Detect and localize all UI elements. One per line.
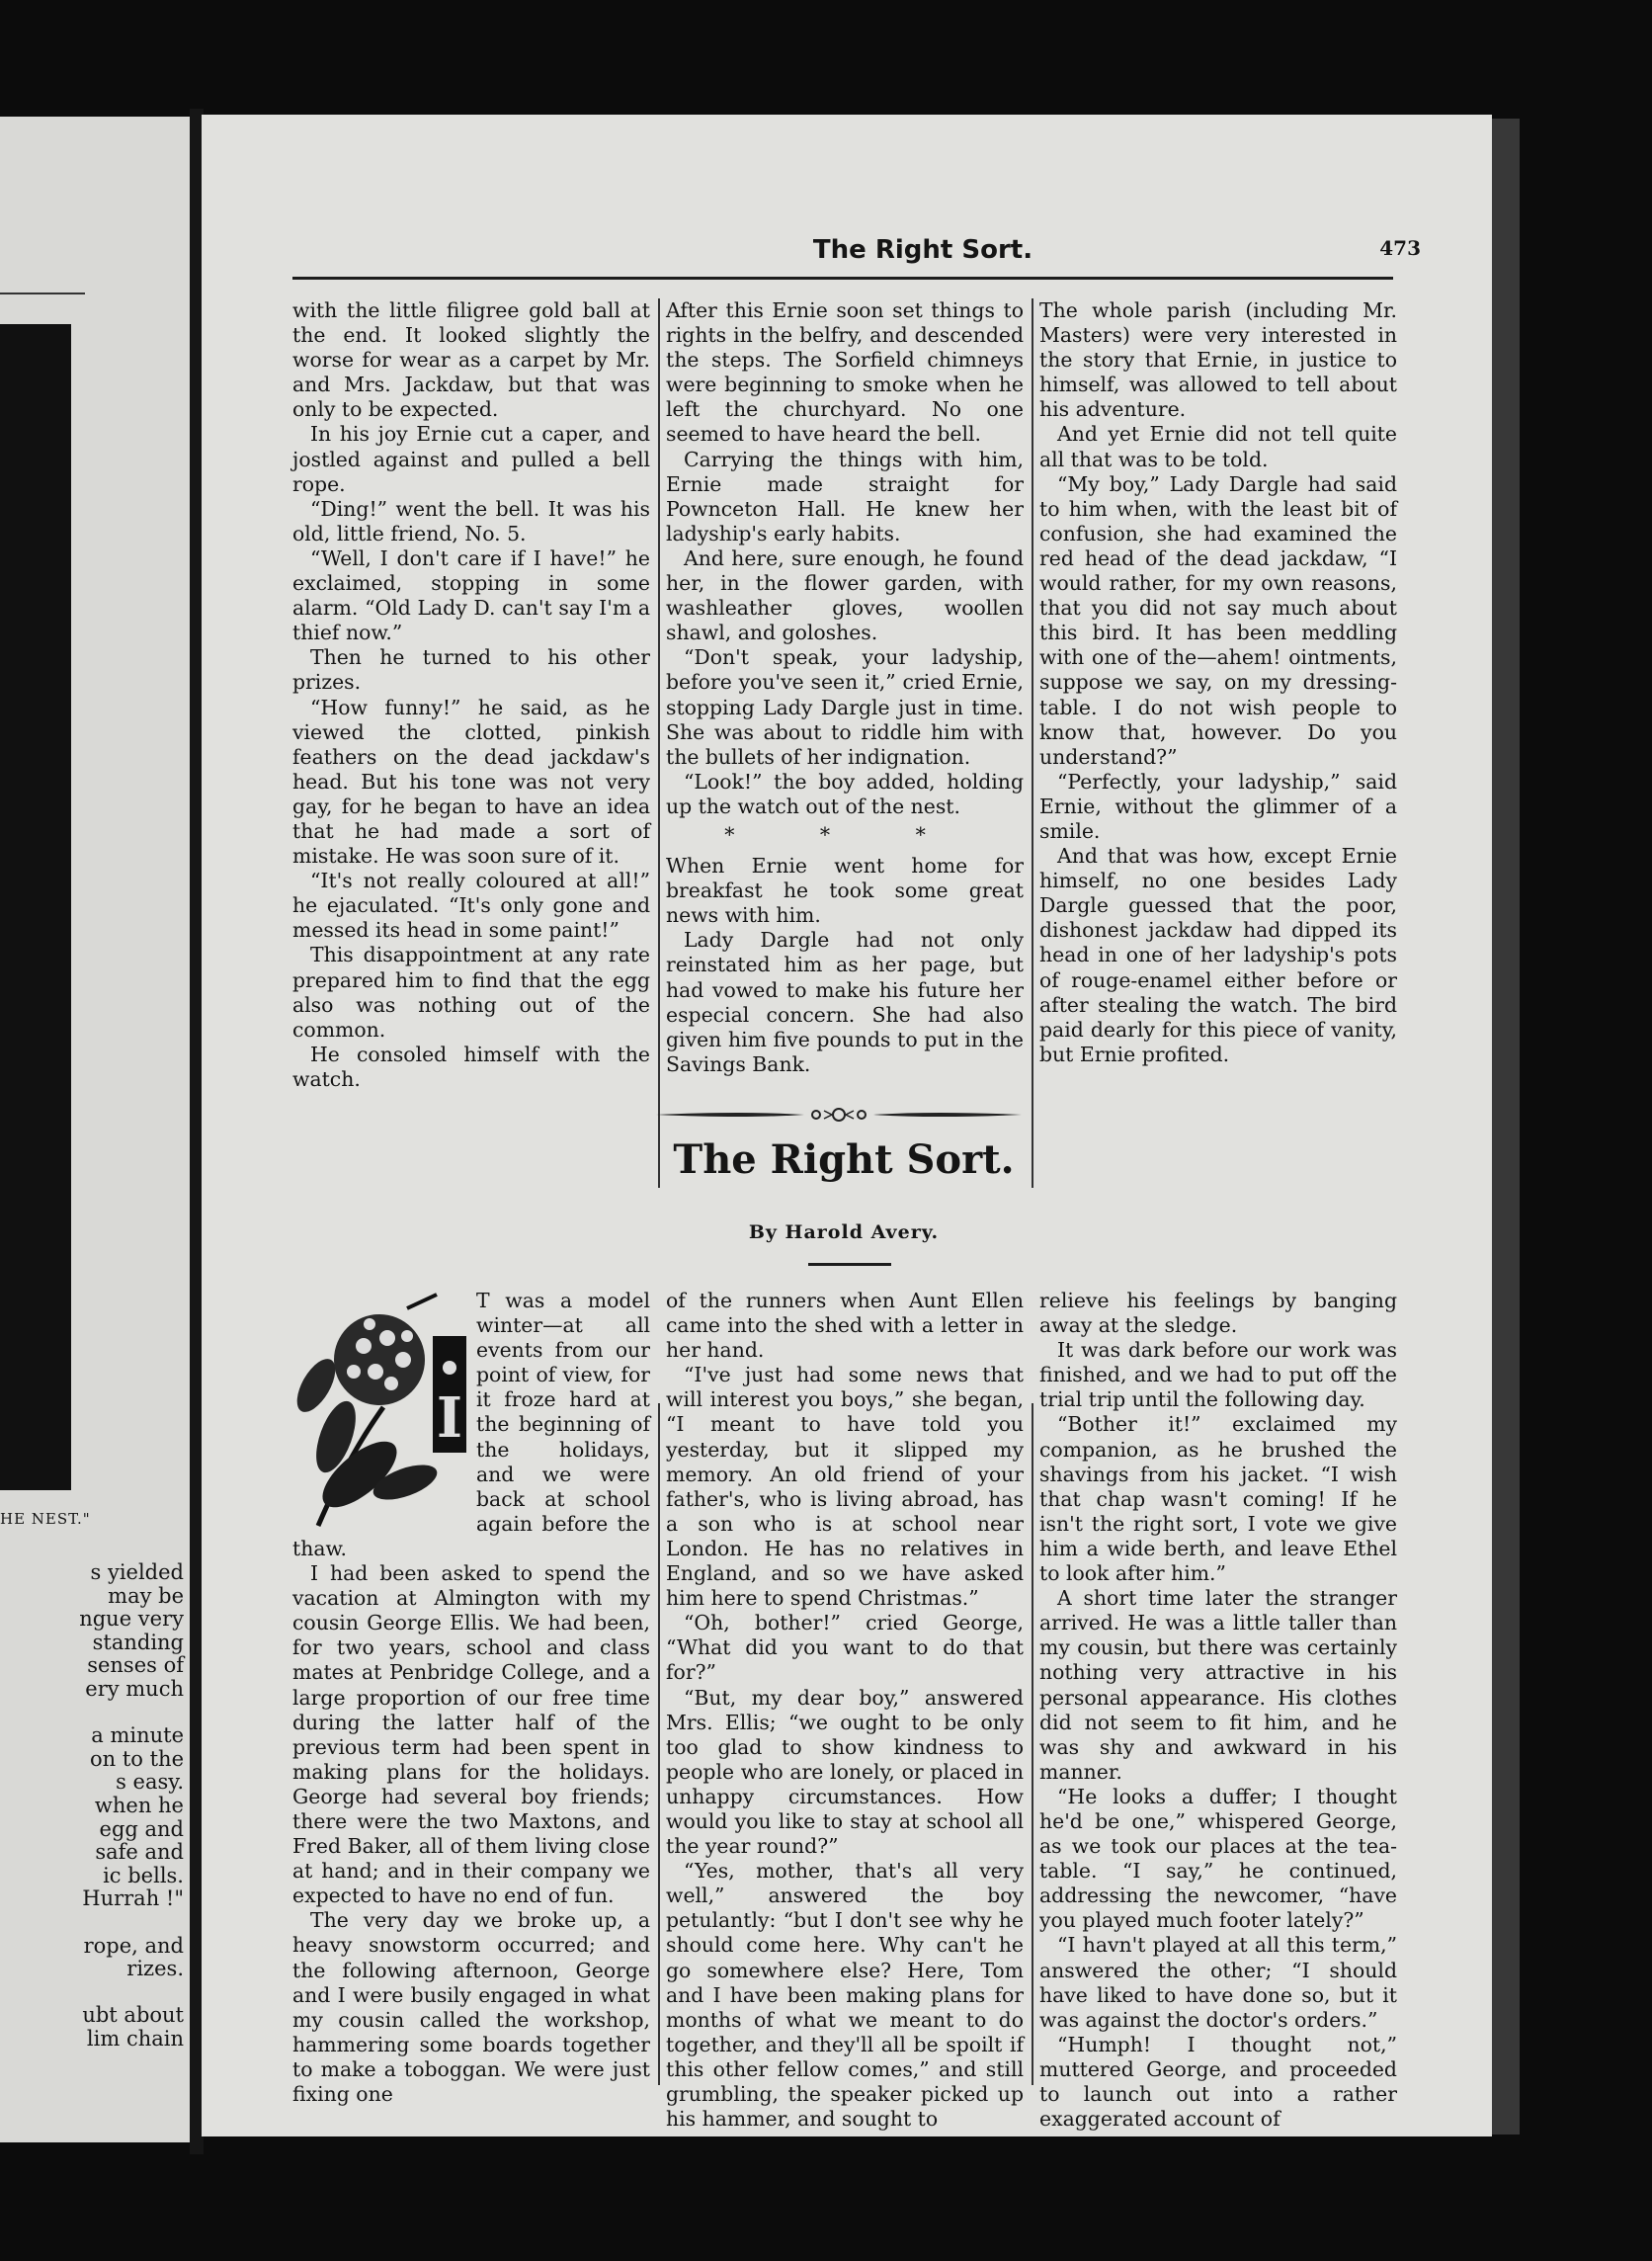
page-edge (1492, 119, 1520, 2135)
story-column-3 (1039, 1289, 1397, 2132)
left-facing-page (0, 117, 190, 2142)
left-page-line: rizes. (126, 1957, 184, 1981)
left-page-line (0, 1702, 184, 1725)
left-page-caption: HE NEST." (0, 1510, 91, 1528)
paragraph: “Look!” the boy added, holding up the watch out of the nest. (666, 769, 1024, 818)
paragraph: “He looks a duffer; I thought he'd be one,” whispered George, as we took our places at the tea-table. “I say,” he continued, addressing the newcomer, “have you played much footer lately?” (1039, 1784, 1397, 1933)
column-rule (658, 1403, 660, 2085)
story-title: The Right Sort. (673, 1136, 1015, 1183)
paragraph: “Perfectly, your ladyship,” said Ernie, without the glimmer of a smile. (1039, 769, 1397, 843)
left-page-line: safe and (95, 1840, 184, 1865)
paragraph: “My boy,” Lady Dargle had said to him when, with the least bit of confusion, she had examined the red head of the dead jackdaw, “I would rather, for my own reasons, that you did not say much about this bird. It has been meddling with one of the—ahem! ointments, suppose we say, on my dressing-table. I do not wish people to know that, however. Do you understand?” (1039, 471, 1397, 769)
paragraph: After this Ernie soon set things to rights in the belfry, and descended the steps. The Sorfield chimneys were beginning to smoke when he left the churchyard. No one seemed to have heard the bell. (666, 298, 1024, 447)
column-rule (658, 298, 660, 1188)
paragraph: “Yes, mother, that's all very well,” answered the boy petulantly: “but I don't see why he should come here. Why can't he go somewhere else? Here, Tom and I have been making plans for months of what we meant to do together, and they'll all be spoilt if this other fellow comes,” and still grumbling, the speaker picked up his hammer, and sought to (666, 1859, 1024, 2132)
paragraph: of the runners when Aunt Ellen came into the shed with a letter in her hand. (666, 1289, 1024, 1363)
left-page-line: ngue very (79, 1607, 184, 1632)
paragraph: “Oh, bother!” cried George, “What did you want to do that for?” (666, 1611, 1024, 1685)
left-page-line: egg and (99, 1816, 184, 1841)
paragraph: “I've just had some news that will interest you boys,” she began, “I meant to have told you yesterday, but it slipped my memory. An old friend of your father's, who is living abroad, has a son who is at school near London. He has no relatives in England, and so we have asked him here to spend Christmas.” (666, 1363, 1024, 1611)
left-page-line: when he (94, 1793, 184, 1817)
section-break-stars: * * * (724, 822, 965, 847)
left-page-line: lim chain (86, 2026, 184, 2051)
top-column-2-part-b (666, 854, 1024, 1077)
left-page-line: Hurrah !" (82, 1886, 184, 1911)
header-rule (292, 277, 1393, 280)
left-page-line: ery much (85, 1676, 184, 1701)
left-page-text (0, 1561, 184, 2051)
paragraph: “Don't speak, your ladyship, before you've seen it,” cried Ernie, stopping Lady Dargle just in time. She was about to riddle him with the bullets of her indignation. (666, 645, 1024, 769)
story-column-1 (292, 1289, 650, 2107)
left-page-line: a minute (91, 1723, 184, 1748)
paragraph: The whole parish (including Mr. Masters) were very interested in the story that Ernie, in justice to himself, was allowed to tell about his adventure. (1039, 298, 1397, 422)
left-page-line: s easy. (116, 1770, 184, 1795)
column-rule (1032, 298, 1033, 1188)
floral-drop-cap-illustration (289, 1289, 470, 1530)
left-page-line: standing (92, 1630, 184, 1654)
paragraph: And here, sure enough, he found her, in the flower garden, with washleather gloves, woollen shawl, and goloshes. (666, 545, 1024, 645)
paragraph: When Ernie went home for breakfast he took some great news with him. (666, 854, 1024, 928)
paragraph: “Bother it!” exclaimed my companion, as he brushed the shavings from his jacket. “I wish that chap wasn't coming! If he isn't the right sort, I vote we give him a wide berth, and leave Ethel to look after him.” (1039, 1412, 1397, 1586)
top-column-2-part-a (666, 298, 1024, 819)
paragraph: This disappointment at any rate prepared him to find that the egg also was nothing out of the common. (292, 943, 650, 1042)
ornamental-divider (656, 1103, 1022, 1127)
left-page-line: on to the (90, 1746, 184, 1771)
paragraph: T was a model winter—at all events from our point of view, for it froze hard at the beginning of the holidays, and we were back at school again before the thaw. (292, 1289, 650, 1560)
left-page-line: senses of (87, 1653, 184, 1678)
left-page-line: may be (108, 1583, 184, 1608)
story-column-2 (666, 1289, 1024, 2132)
paragraph: relieve his feelings by banging away at the sledge. (1039, 1289, 1397, 1338)
paragraph: Then he turned to his other prizes. (292, 645, 650, 695)
paragraph: “I havn't played at all this term,” answered the other; “I should have liked to have done so, but it was against the doctor's orders.” (1039, 1933, 1397, 2032)
paragraph: A short time later the stranger arrived. He was a little taller than my cousin, but there was certainly nothing very attractive in his personal appearance. His clothes did not seem to fit him, and he was shy and awkward in his manner. (1039, 1586, 1397, 1784)
left-page-line: ic bells. (103, 1863, 184, 1887)
left-page-illustration (0, 324, 71, 1490)
left-page-line: rope, and (83, 1933, 184, 1958)
top-column-2 (666, 298, 1024, 1077)
paragraph: It was dark before our work was finished, and we had to put off the trial trip until the following day. (1039, 1338, 1397, 1412)
paragraph: Carrying the things with him, Ernie made straight for Pownceton Hall. He knew her ladyship's early habits. (666, 447, 1024, 545)
left-page-line: ubt about (82, 2003, 184, 2028)
byline-rule (808, 1263, 891, 1266)
left-page-rule (0, 293, 85, 294)
main-page (202, 115, 1492, 2136)
left-page-line (0, 1981, 184, 2005)
paragraph: with the little filigree gold ball at the end. It looked slightly the worse for wear as a carpet by Mr. and Mrs. Jackdaw, but that was only to be expected. (292, 298, 650, 422)
paragraph: “It's not really coloured at all!” he ejaculated. “It's only gone and messed its head in some paint!” (292, 869, 650, 943)
paragraph: “Humph! I thought not,” muttered George, and proceeded to launch out into a rather exaggerated account of (1039, 2032, 1397, 2132)
paragraph: And that was how, except Ernie himself, no one besides Lady Dargle guessed that the poor, dishonest jackdaw had dipped its head in one of her ladyship's pots of rouge-enamel either before or after stealing the watch. The bird paid dearly for this piece of vanity, but Ernie profited. (1039, 844, 1397, 1066)
left-page-line (0, 1911, 184, 1935)
paragraph: I had been asked to spend the vacation at Almington with my cousin George Ellis. We had been, for two years, school and class mates at Penbridge College, and a large proportion of our free time during the latter half of the previous term had been spent in making plans for the holidays. George had several boy friends; there were the two Maxtons, and Fred Baker, all of them living close at hand; and in their company we expected to have no end of fun. (292, 1561, 650, 1908)
paragraph: “But, my dear boy,” answered Mrs. Ellis; “we ought to be only too glad to show kindness to people who are lonely, or placed in unhappy circumstances. How would you like to stay at school all the year round?” (666, 1685, 1024, 1859)
paragraph: “Ding!” went the bell. It was his old, little friend, No. 5. (292, 496, 650, 545)
drop-cap-letter: I (436, 1385, 463, 1451)
left-page-line: s yielded (90, 1560, 184, 1584)
paragraph: In his joy Ernie cut a caper, and jostled against and pulled a bell rope. (292, 422, 650, 496)
column-rule (1032, 1403, 1033, 2085)
page-number: 473 (1379, 236, 1421, 260)
paragraph: The very day we broke up, a heavy snowstorm occurred; and the following afternoon, George and I were busily engaged in what my cousin called the workshop, hammering some boards together to make a toboggan. We were just fixing one (292, 1908, 650, 2106)
paragraph: “How funny!” he said, as he viewed the clotted, pinkish feathers on the dead jackdaw's head. But his tone was not very gay, for he began to have an idea that he had made a sort of mistake. He was soon sure of it. (292, 695, 650, 869)
story-byline: By Harold Avery. (748, 1221, 940, 1243)
paragraph: Lady Dargle had not only reinstated him as her page, but had vowed to make his future her especial concern. She had also given him five pounds to put in the Savings Bank. (666, 928, 1024, 1076)
top-column-3 (1039, 298, 1397, 1067)
running-title: The Right Sort. (812, 235, 1033, 265)
paragraph: He consoled himself with the watch. (292, 1042, 650, 1091)
top-column-1 (292, 298, 650, 1092)
paragraph: “Well, I don't care if I have!” he exclaimed, stopping in some alarm. “Old Lady D. can't say I'm a thief now.” (292, 545, 650, 645)
paragraph: And yet Ernie did not tell quite all that was to be told. (1039, 422, 1397, 471)
